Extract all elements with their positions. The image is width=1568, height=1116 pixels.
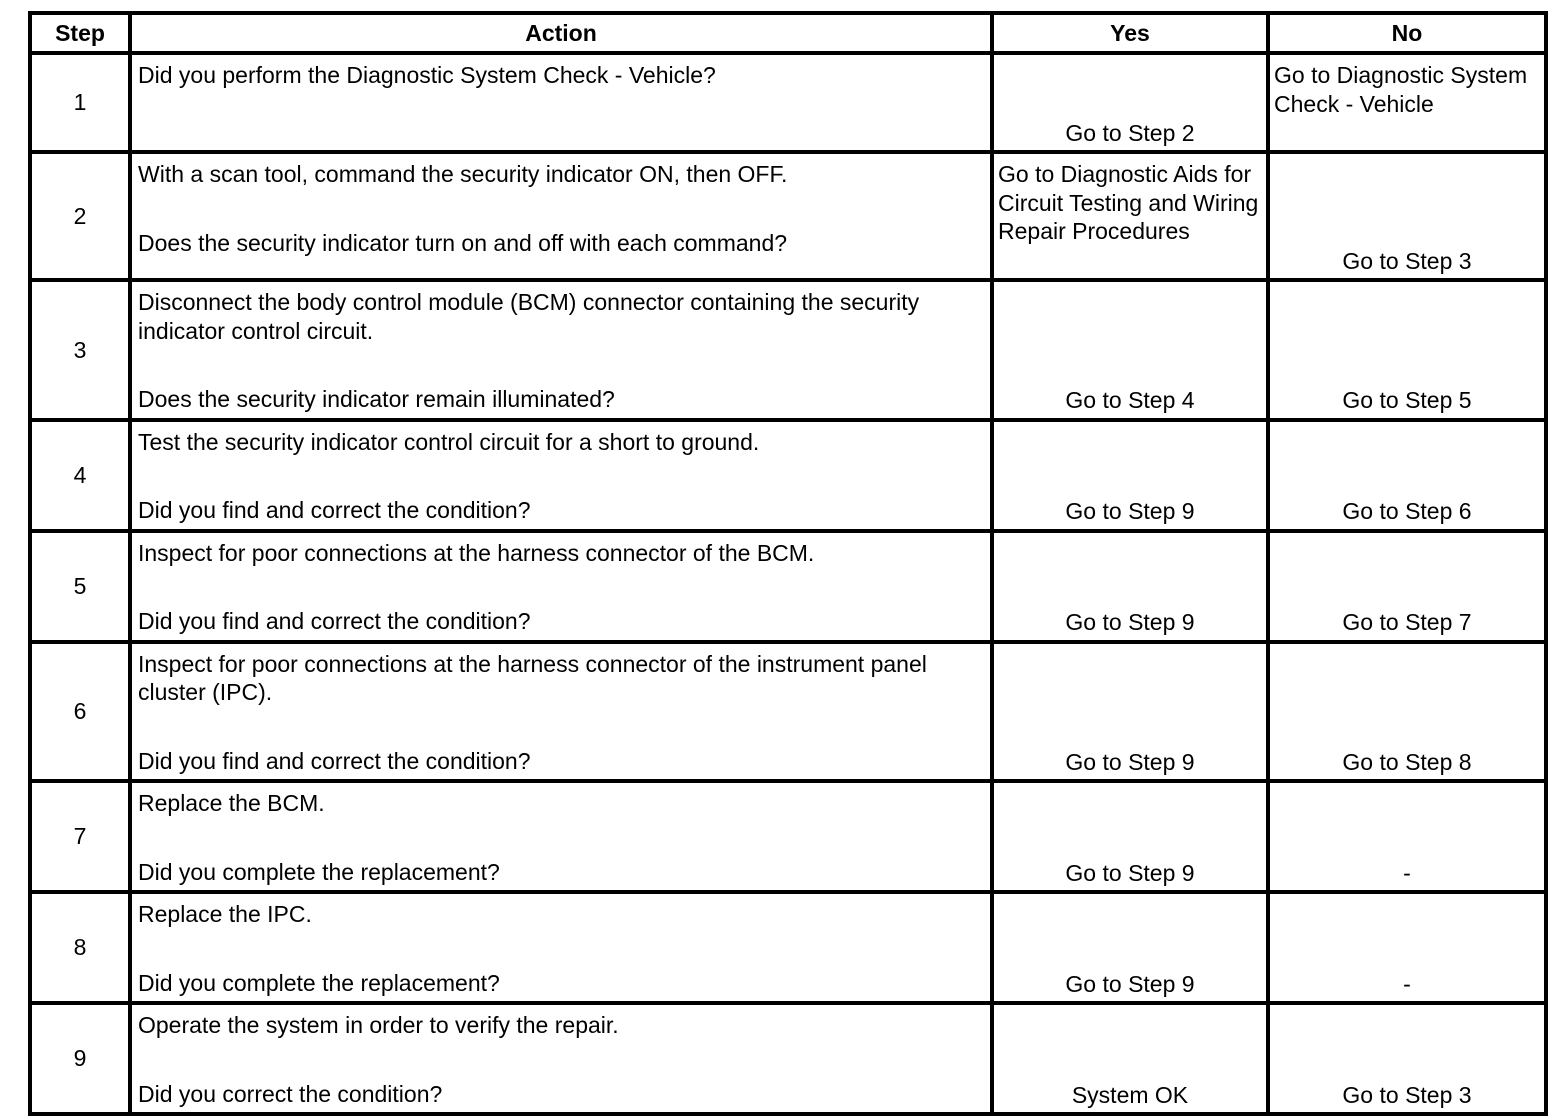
action-cell (130, 1003, 992, 1114)
no-cell: - (1268, 892, 1546, 1003)
diagnostic-table (28, 11, 1548, 1116)
action-question: Did you find and correct the condition? (138, 747, 531, 774)
step-number: 2 (30, 152, 130, 280)
action-question: Did you correct the condition? (138, 1080, 443, 1107)
step-number: 6 (30, 642, 130, 782)
action-cell (130, 531, 992, 642)
action-question: Did you complete the replacement? (138, 969, 500, 996)
action-instruction: Did you perform the Diagnostic System Check - Vehicle? (138, 62, 716, 88)
step-number: 9 (30, 1003, 130, 1114)
action-question: Does the security indicator turn on and off with each command? (138, 229, 788, 256)
action-cell (130, 642, 992, 782)
header-action: Action (130, 13, 992, 53)
action-instruction: With a scan tool, command the security indicator ON, then OFF. (138, 161, 788, 187)
step-number: 1 (30, 53, 130, 152)
header-no: No (1268, 13, 1546, 53)
table-row (30, 892, 1546, 1003)
action-question: Did you complete the replacement? (138, 858, 500, 885)
table-row (30, 642, 1546, 782)
action-cell (130, 152, 992, 280)
action-cell (130, 53, 992, 152)
step-number: 4 (30, 420, 130, 531)
no-cell: Go to Step 3 (1268, 152, 1546, 280)
yes-cell: Go to Step 9 (992, 531, 1268, 642)
yes-cell: Go to Step 9 (992, 781, 1268, 892)
yes-cell: Go to Step 9 (992, 642, 1268, 782)
action-instruction: Inspect for poor connections at the harness connector of the instrument panel cluster (IPC). (138, 650, 927, 705)
no-cell: Go to Step 5 (1268, 280, 1546, 420)
no-cell: - (1268, 781, 1546, 892)
action-cell (130, 280, 992, 420)
header-step: Step (30, 13, 130, 53)
yes-cell: Go to Step 9 (992, 892, 1268, 1003)
yes-cell: System OK (992, 1003, 1268, 1114)
step-number: 7 (30, 781, 130, 892)
action-instruction: Test the security indicator control circuit for a short to ground. (138, 428, 760, 455)
action-cell (130, 781, 992, 892)
action-cell (130, 892, 992, 1003)
header-yes: Yes (992, 13, 1268, 53)
action-instruction: Disconnect the body control module (BCM) connector containing the security indicator control circuit. (138, 289, 920, 344)
header-row (30, 13, 1546, 53)
no-cell: Go to Step 3 (1268, 1003, 1546, 1114)
action-question: Did you find and correct the condition? (138, 608, 531, 634)
yes-cell: Go to Diagnostic Aids for Circuit Testing and Wiring Repair Procedures (992, 152, 1268, 280)
no-cell: Go to Step 8 (1268, 642, 1546, 782)
yes-cell: Go to Step 9 (992, 420, 1268, 531)
table-row (30, 53, 1546, 152)
table-row (30, 280, 1546, 420)
no-cell: Go to Step 7 (1268, 531, 1546, 642)
action-question: Did you find and correct the condition? (138, 497, 531, 523)
table-row (30, 420, 1546, 531)
action-cell (130, 420, 992, 531)
action-instruction: Operate the system in order to verify the repair. (138, 1012, 619, 1038)
no-cell: Go to Step 6 (1268, 420, 1546, 531)
step-number: 3 (30, 280, 130, 420)
table-row (30, 531, 1546, 642)
yes-cell: Go to Step 4 (992, 280, 1268, 420)
action-instruction: Replace the BCM. (138, 790, 325, 816)
action-instruction: Inspect for poor connections at the harness connector of the BCM. (138, 539, 815, 566)
no-cell: Go to Diagnostic System Check - Vehicle (1268, 53, 1546, 152)
table-row (30, 781, 1546, 892)
action-instruction: Replace the IPC. (138, 901, 312, 927)
yes-cell: Go to Step 2 (992, 53, 1268, 152)
step-number: 8 (30, 892, 130, 1003)
table-row (30, 1003, 1546, 1114)
action-question: Does the security indicator remain illuminated? (138, 386, 615, 412)
table-row (30, 152, 1546, 280)
step-number: 5 (30, 531, 130, 642)
